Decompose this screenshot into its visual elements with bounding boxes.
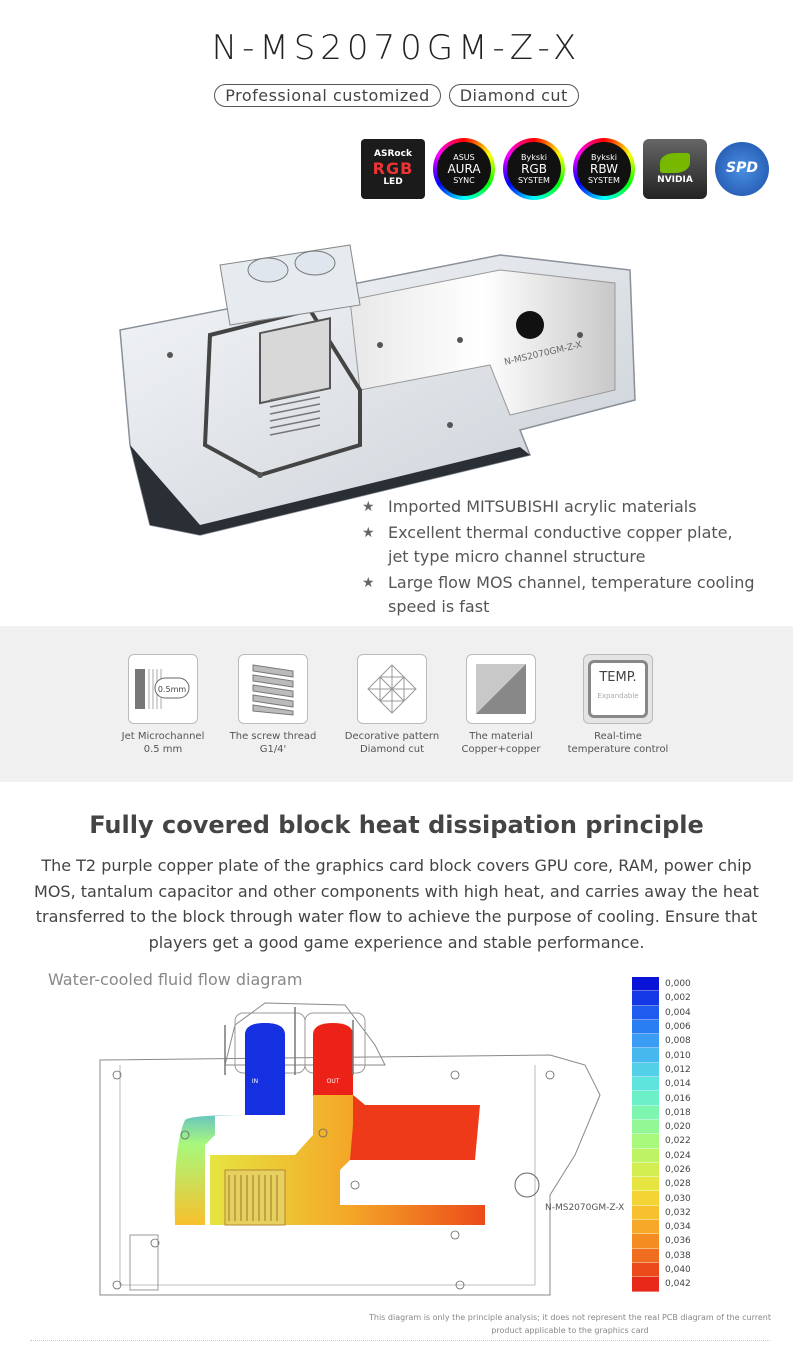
legend-label: 0,020: [665, 1122, 691, 1133]
legend-row: [632, 1120, 712, 1134]
legend-swatch: [632, 1091, 659, 1105]
legend-label: 0,012: [665, 1064, 691, 1075]
legend-row: [632, 1077, 712, 1091]
legend-label: 0,030: [665, 1193, 691, 1204]
tag-row: [0, 84, 793, 107]
legend-row: [632, 1006, 712, 1020]
legend-row: [632, 1034, 712, 1048]
legend-row: [632, 1177, 712, 1191]
feature-list: [362, 495, 762, 621]
legend-row: [632, 1106, 712, 1120]
legend-swatch: [632, 1277, 659, 1291]
legend-swatch: [632, 1120, 659, 1134]
legend-swatch: [632, 1063, 659, 1077]
flow-legend: [632, 977, 712, 1292]
legend-swatch: [632, 1006, 659, 1020]
legend-swatch: [632, 1149, 659, 1163]
legend-label: 0,024: [665, 1150, 691, 1161]
legend-row: [632, 1263, 712, 1277]
spec-jet-microchannel: 0.5mm Jet Microchannel 0.5 mm: [108, 654, 218, 756]
legend-label: 0,000: [665, 979, 691, 990]
tag-professional: Professional customized: [214, 84, 441, 107]
legend-label: 0,008: [665, 1036, 691, 1047]
page-title: N-MS2070GM-Z-X: [211, 28, 582, 68]
diagram-disclaimer: This diagram is only the principle analysis; it does not represent the real PCB diagram of the current product applicable to the graphics card: [369, 1313, 771, 1335]
spec-decorative-pattern: Decorative pattern Diamond cut: [337, 654, 447, 756]
legend-swatch: [632, 1234, 659, 1248]
spec-temperature: TEMP. Expandable Real-time temperature control: [563, 654, 673, 756]
legend-label: 0,016: [665, 1093, 691, 1104]
legend-label: 0,014: [665, 1079, 691, 1090]
legend-label: 0,034: [665, 1222, 691, 1233]
spec-screw-thread: The screw thread G1/4': [218, 654, 328, 756]
diamond-icon: [357, 654, 427, 724]
flow-diagram-label: Water-cooled fluid flow diagram: [48, 970, 303, 989]
legend-swatch: [632, 1034, 659, 1048]
legend-swatch: [632, 1206, 659, 1220]
legend-label: 0,028: [665, 1179, 691, 1190]
svg-text:0.5mm: 0.5mm: [157, 685, 187, 694]
diagram-engraving: N-MS2070GM-Z-X: [545, 1203, 625, 1213]
legend-row: [632, 1206, 712, 1220]
legend-row: [632, 1163, 712, 1177]
legend-label: 0,018: [665, 1107, 691, 1118]
bykski-rgb-logo: Bykski RGB SYSTEM: [503, 138, 565, 200]
section-title: Fully covered block heat dissipation principle: [89, 811, 704, 839]
divider: [30, 1340, 770, 1341]
legend-swatch: [632, 1106, 659, 1120]
feature-item: ★ Large flow MOS channel, temperature cooling speed is fast: [362, 571, 762, 619]
legend-row: [632, 1091, 712, 1105]
legend-label: 0,036: [665, 1236, 691, 1247]
legend-label: 0,006: [665, 1022, 691, 1033]
section-text: The T2 purple copper plate of the graphics card block covers GPU core, RAM, power chip MOS, tantalum capacitor and other components with high heat, and carries away the heat transferred to the block through water flow to achieve the purpose of cooling. Ensure that players get a good game experience and stable performance.: [34, 856, 759, 952]
legend-swatch: [632, 1220, 659, 1234]
legend-swatch: [632, 1020, 659, 1034]
compatibility-logos: [361, 138, 769, 200]
legend-row: [632, 1249, 712, 1263]
legend-swatch: [632, 977, 659, 991]
legend-label: 0,042: [665, 1279, 691, 1290]
legend-swatch: [632, 1134, 659, 1148]
outlet-label: OUT: [326, 1078, 340, 1085]
temp-icon: TEMP. Expandable: [583, 654, 653, 724]
legend-row: [632, 1220, 712, 1234]
tag-diamond-cut: Diamond cut: [449, 84, 579, 107]
legend-row: [632, 1149, 712, 1163]
legend-row: [632, 1020, 712, 1034]
product-engraving: N-MS2070GM-Z-X: [503, 340, 583, 368]
legend-label: 0,010: [665, 1050, 691, 1061]
legend-swatch: [632, 991, 659, 1005]
screw-thread-icon: [238, 654, 308, 724]
spd-logo: SPD: [715, 142, 769, 196]
legend-swatch: [632, 1177, 659, 1191]
nvidia-logo: NVIDIA: [643, 139, 707, 199]
legend-swatch: [632, 1191, 659, 1205]
legend-swatch: [632, 1048, 659, 1062]
legend-row: [632, 1277, 712, 1291]
legend-label: 0,040: [665, 1265, 691, 1276]
fluid-flow-diagram: [95, 995, 625, 1305]
legend-row: [632, 1234, 712, 1248]
legend-label: 0,002: [665, 993, 691, 1004]
legend-swatch: [632, 1163, 659, 1177]
asus-aura-logo: ASUS AURA SYNC: [433, 138, 495, 200]
legend-row: [632, 1048, 712, 1062]
legend-row: [632, 991, 712, 1005]
legend-label: 0,026: [665, 1165, 691, 1175]
spec-material: The material Copper+copper: [446, 654, 556, 756]
legend-row: [632, 1191, 712, 1205]
legend-label: 0,022: [665, 1136, 691, 1147]
material-icon: [466, 654, 536, 724]
legend-row: [632, 977, 712, 991]
spec-band: [0, 626, 793, 782]
inlet-label: IN: [251, 1078, 259, 1085]
feature-item: ★ Imported MITSUBISHI acrylic materials: [362, 495, 762, 519]
asrock-rgb-logo: ASRock RGB LED: [361, 139, 425, 199]
legend-label: 0,032: [665, 1207, 691, 1218]
legend-label: 0,038: [665, 1250, 691, 1261]
microchannel-icon: [128, 654, 198, 724]
legend-row: [632, 1063, 712, 1077]
nvidia-eye-icon: [660, 153, 690, 173]
legend-swatch: [632, 1263, 659, 1277]
bykski-rbw-logo: Bykski RBW SYSTEM: [573, 138, 635, 200]
legend-swatch: [632, 1249, 659, 1263]
legend-swatch: [632, 1077, 659, 1091]
legend-row: [632, 1134, 712, 1148]
legend-label: 0,004: [665, 1007, 691, 1018]
feature-item: ★ Excellent thermal conductive copper plate, jet type micro channel structure: [362, 521, 742, 569]
